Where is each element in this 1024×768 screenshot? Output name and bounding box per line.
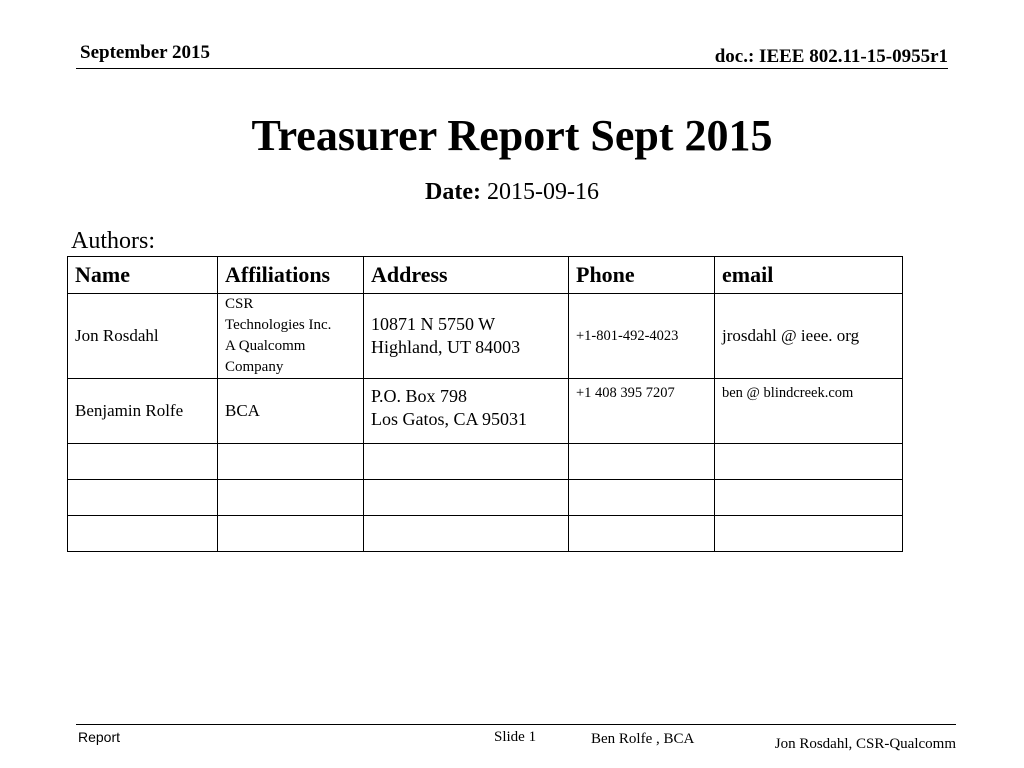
table-row <box>68 516 903 552</box>
authors-table <box>67 256 903 552</box>
footer-slide-number: Slide 1 <box>494 729 537 745</box>
header-phone: Phone <box>569 257 715 294</box>
author-name: Benjamin Rolfe <box>68 379 218 444</box>
author-email: ben @ blindcreek.com <box>715 379 903 444</box>
table-row <box>68 379 903 444</box>
affiliation-line: Company <box>225 359 284 375</box>
authors-label: Authors: <box>71 228 155 254</box>
header-date: September 2015 <box>80 42 210 63</box>
author-email: jrosdahl @ ieee. org <box>715 294 903 379</box>
table-header-row <box>68 257 903 294</box>
affiliation-line: A Qualcomm <box>225 338 306 354</box>
author-address <box>364 379 569 444</box>
affiliation-line: BCA <box>225 401 260 420</box>
author-phone: +1 408 395 7207 <box>569 379 715 444</box>
header-affiliations: Affiliations <box>218 257 364 294</box>
footer-author-right: Jon Rosdahl, CSR-Qualcomm <box>774 736 956 752</box>
table-row <box>68 480 903 516</box>
date-value: 2015-09-16 <box>486 179 599 205</box>
header-email: email <box>715 257 903 294</box>
author-affiliation <box>218 294 364 379</box>
address-line: Los Gatos, CA 95031 <box>371 409 528 429</box>
header-address: Address <box>364 257 569 294</box>
header-doc-id: doc.: IEEE 802.11-15-0955r1 <box>714 46 948 67</box>
header-rule <box>76 68 948 69</box>
affiliation-line: Technologies Inc. <box>225 317 332 333</box>
footer-rule <box>76 724 956 725</box>
date-label: Date: <box>425 179 481 205</box>
affiliation-line: CSR <box>225 296 254 312</box>
table-row <box>68 444 903 480</box>
footer-author-center: Ben Rolfe , BCA <box>591 731 695 747</box>
footer-report: Report <box>78 729 121 745</box>
address-line: Highland, UT 84003 <box>371 337 521 357</box>
slide-title: Treasurer Report Sept 2015 <box>251 111 773 160</box>
author-address <box>364 294 569 379</box>
header-name: Name <box>68 257 218 294</box>
date-line <box>0 179 1024 206</box>
author-phone: +1-801-492-4023 <box>569 294 715 379</box>
author-affiliation <box>218 379 364 444</box>
address-line: P.O. Box 798 <box>371 386 468 406</box>
address-line: 10871 N 5750 W <box>371 314 496 334</box>
table-row <box>68 294 903 379</box>
author-name: Jon Rosdahl <box>68 294 218 379</box>
